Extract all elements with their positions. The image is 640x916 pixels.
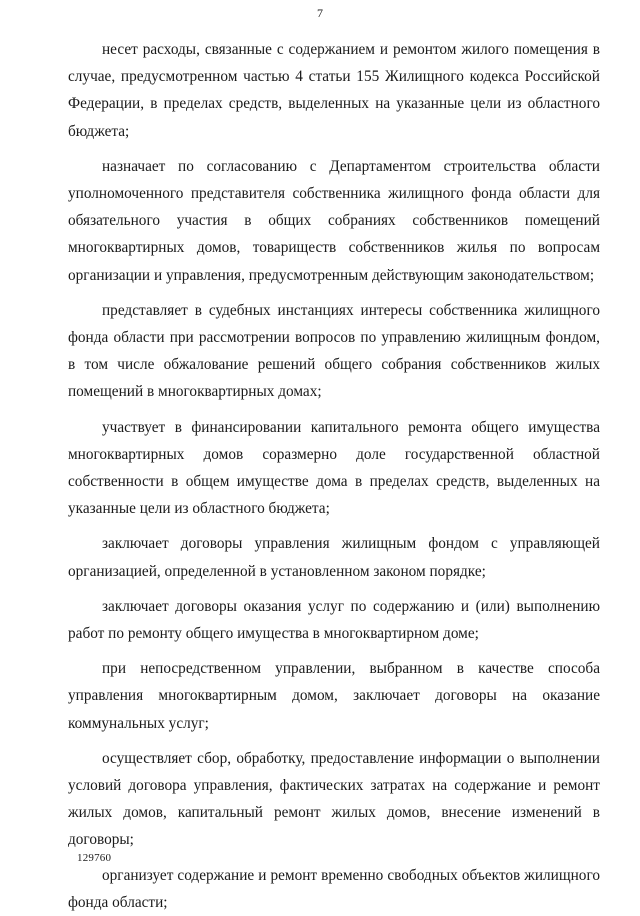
page-number: 7 — [317, 6, 323, 20]
paragraph: назначает по согласованию с Департаментом строительства области уполномоченного представителя собственника жилищного фонда области для обязательного участия в общих собраниях собственников помещений многоквартирных домов, товариществ собственников жилья по вопросам организации и управления, предусмотренным действующим законодательством; — [68, 157, 600, 284]
paragraph: заключает договоры оказания услуг по содержанию и (или) выполнению работ по ремонту общего имущества в многоквартирном доме; — [68, 597, 600, 643]
paragraph: осуществляет сбор, обработку, предоставление информации о выполнении условий договора управления, фактических затратах на содержание и ремонт жилых домов, капитальный ремонт жилых домов, внесение изменений в договоры; — [68, 749, 600, 849]
paragraph: при непосредственном управлении, выбранном в качестве способа управления многоквартирным домом, заключает договоры на оказание коммунальных услуг; — [68, 660, 600, 732]
paragraph: организует содержание и ремонт временно свободных объектов жилищного фонда области; — [68, 866, 600, 911]
paragraph: несет расходы, связанные с содержанием и ремонтом жилого помещения в случае, предусмотренном частью 4 статьи 155 Жилищного кодекса Российской Федерации, в пределах средств, выделенных на указанные цели из областного бюджета; — [68, 41, 600, 140]
paragraph: заключает договоры управления жилищным фондом с управляющей организацией, определенной в установленном законом порядке; — [68, 535, 600, 580]
paragraph: участвует в финансировании капитального ремонта общего имущества многоквартирных домов соразмерно доле государственной областной собственности в общем имуществе дома в пределах средств, выделенных на указанные цели из областного бюджета; — [68, 418, 600, 518]
document-code: 129760 — [77, 852, 112, 864]
document-body — [68, 36, 600, 916]
paragraph: представляет в судебных инстанциях интересы собственника жилищного фонда области при рассмотрении вопросов по управлению жилищным фондом, в том числе обжалование решений общего собрания собственников жилых помещений в многоквартирных домах; — [68, 301, 600, 401]
